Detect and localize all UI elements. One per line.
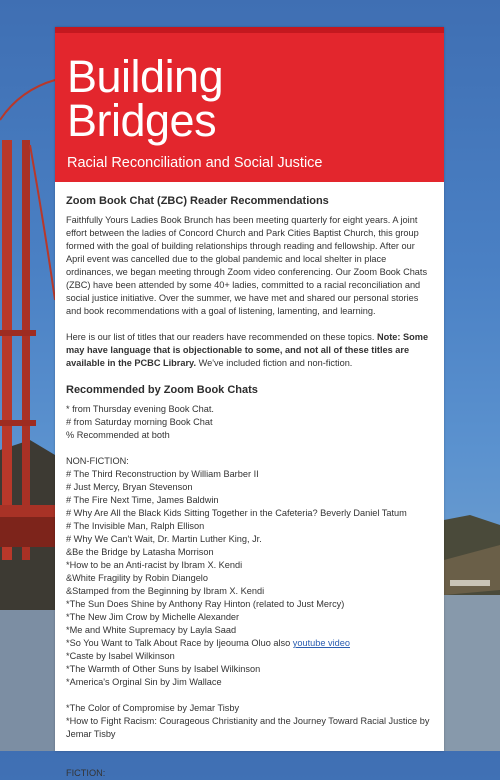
list-item: *How to be an Anti-racist by Ibram X. Kendi (66, 560, 243, 570)
list-item: # The Fire Next Time, James Baldwin (66, 495, 219, 505)
list-item: *The Sun Does Shine by Anthony Ray Hinton (related to Just Mercy) (66, 599, 345, 609)
list-item: *The New Jim Crow by Michelle Alexander (66, 612, 240, 622)
list-item: # The Invisible Man, Ralph Ellison (66, 521, 205, 531)
note-paragraph: Here is our list of titles that our readers have recommended on these topics. Note: Some may have language that is objectionable to some, and not all of these titles are available in the PCBC Library. We've included fiction and non-fiction. (66, 332, 429, 368)
content-body (55, 182, 444, 780)
list-item: *America's Orginal Sin by Jim Wallace (66, 677, 222, 687)
legend-item: * from Thursday evening Book Chat. (66, 404, 214, 414)
nonfiction-label: NON-FICTION: (66, 456, 129, 466)
legend-list (66, 403, 433, 442)
header-banner (55, 27, 444, 182)
section-heading-recommended: Recommended by Zoom Book Chats (66, 384, 258, 396)
list-item: # Just Mercy, Bryan Stevenson (66, 482, 193, 492)
nonfiction-list (66, 455, 433, 689)
note-bold-text: Note: Some may have language that is objectionable to some, and not all of these titles are available in the PCBC Library. (66, 332, 429, 368)
section-heading-intro: Zoom Book Chat (ZBC) Reader Recommendations (66, 195, 329, 207)
youtube-video-link[interactable]: youtube video (292, 638, 350, 648)
intro-paragraph: Faithfully Yours Ladies Book Brunch has been meeting quarterly for eight years. A joint effort between the ladies of Concord Church and Park Cities Baptist Church, this group formed with the goal of building relationships through reading and fellowship. After our April event was cancelled due to the global pandemic and local shelter in place ordinances, we began meeting through Zoom video conferencing. Our Zoom Book Chats (ZBC) have been attended by some 40+ ladies, committed to a racial reconciliation and social justice initiative. Over the summer, we have met and shared our personal stories and book recommendations with a goal of listening, lamenting, and learning. (66, 215, 428, 316)
newsletter-card (55, 27, 444, 778)
list-item: # The Third Reconstruction by William Barber II (66, 469, 259, 479)
fiction-list (66, 767, 433, 780)
list-item: *Me and White Supremacy by Layla Saad (66, 625, 237, 635)
list-item: *So You Want to Talk About Race by Ijeouma Oluo also youtube video (66, 638, 350, 648)
list-item: &Be the Bridge by Latasha Morrison (66, 547, 214, 557)
list-item: # Why We Can't Wait, Dr. Martin Luther King, Jr. (66, 534, 262, 544)
list-item: # Why Are All the Black Kids Sitting Together in the Cafeteria? Beverly Daniel Tatum (66, 508, 407, 518)
list-item: *Caste by Isabel Wilkinson (66, 651, 175, 661)
legend-item: # from Saturday morning Book Chat (66, 417, 213, 427)
list-item: *The Warmth of Other Suns by Isabel Wilkinson (66, 664, 261, 674)
list-item: &Stamped from the Beginning by Ibram X. Kendi (66, 586, 265, 596)
legend-item: % Recommended at both (66, 430, 170, 440)
list-item: *How to Fight Racism: Courageous Christianity and the Journey Toward Racial Justice by Jemar Tisby (66, 716, 430, 739)
page-subtitle: Racial Reconciliation and Social Justice (67, 155, 323, 171)
nonfiction-list-continued (66, 702, 433, 741)
fiction-label: FICTION: (66, 768, 106, 778)
list-item: &White Fragility by Robin Diangelo (66, 573, 208, 583)
list-item: *The Color of Compromise by Jemar Tisby (66, 703, 240, 713)
page-title: Building Bridges (67, 51, 224, 146)
